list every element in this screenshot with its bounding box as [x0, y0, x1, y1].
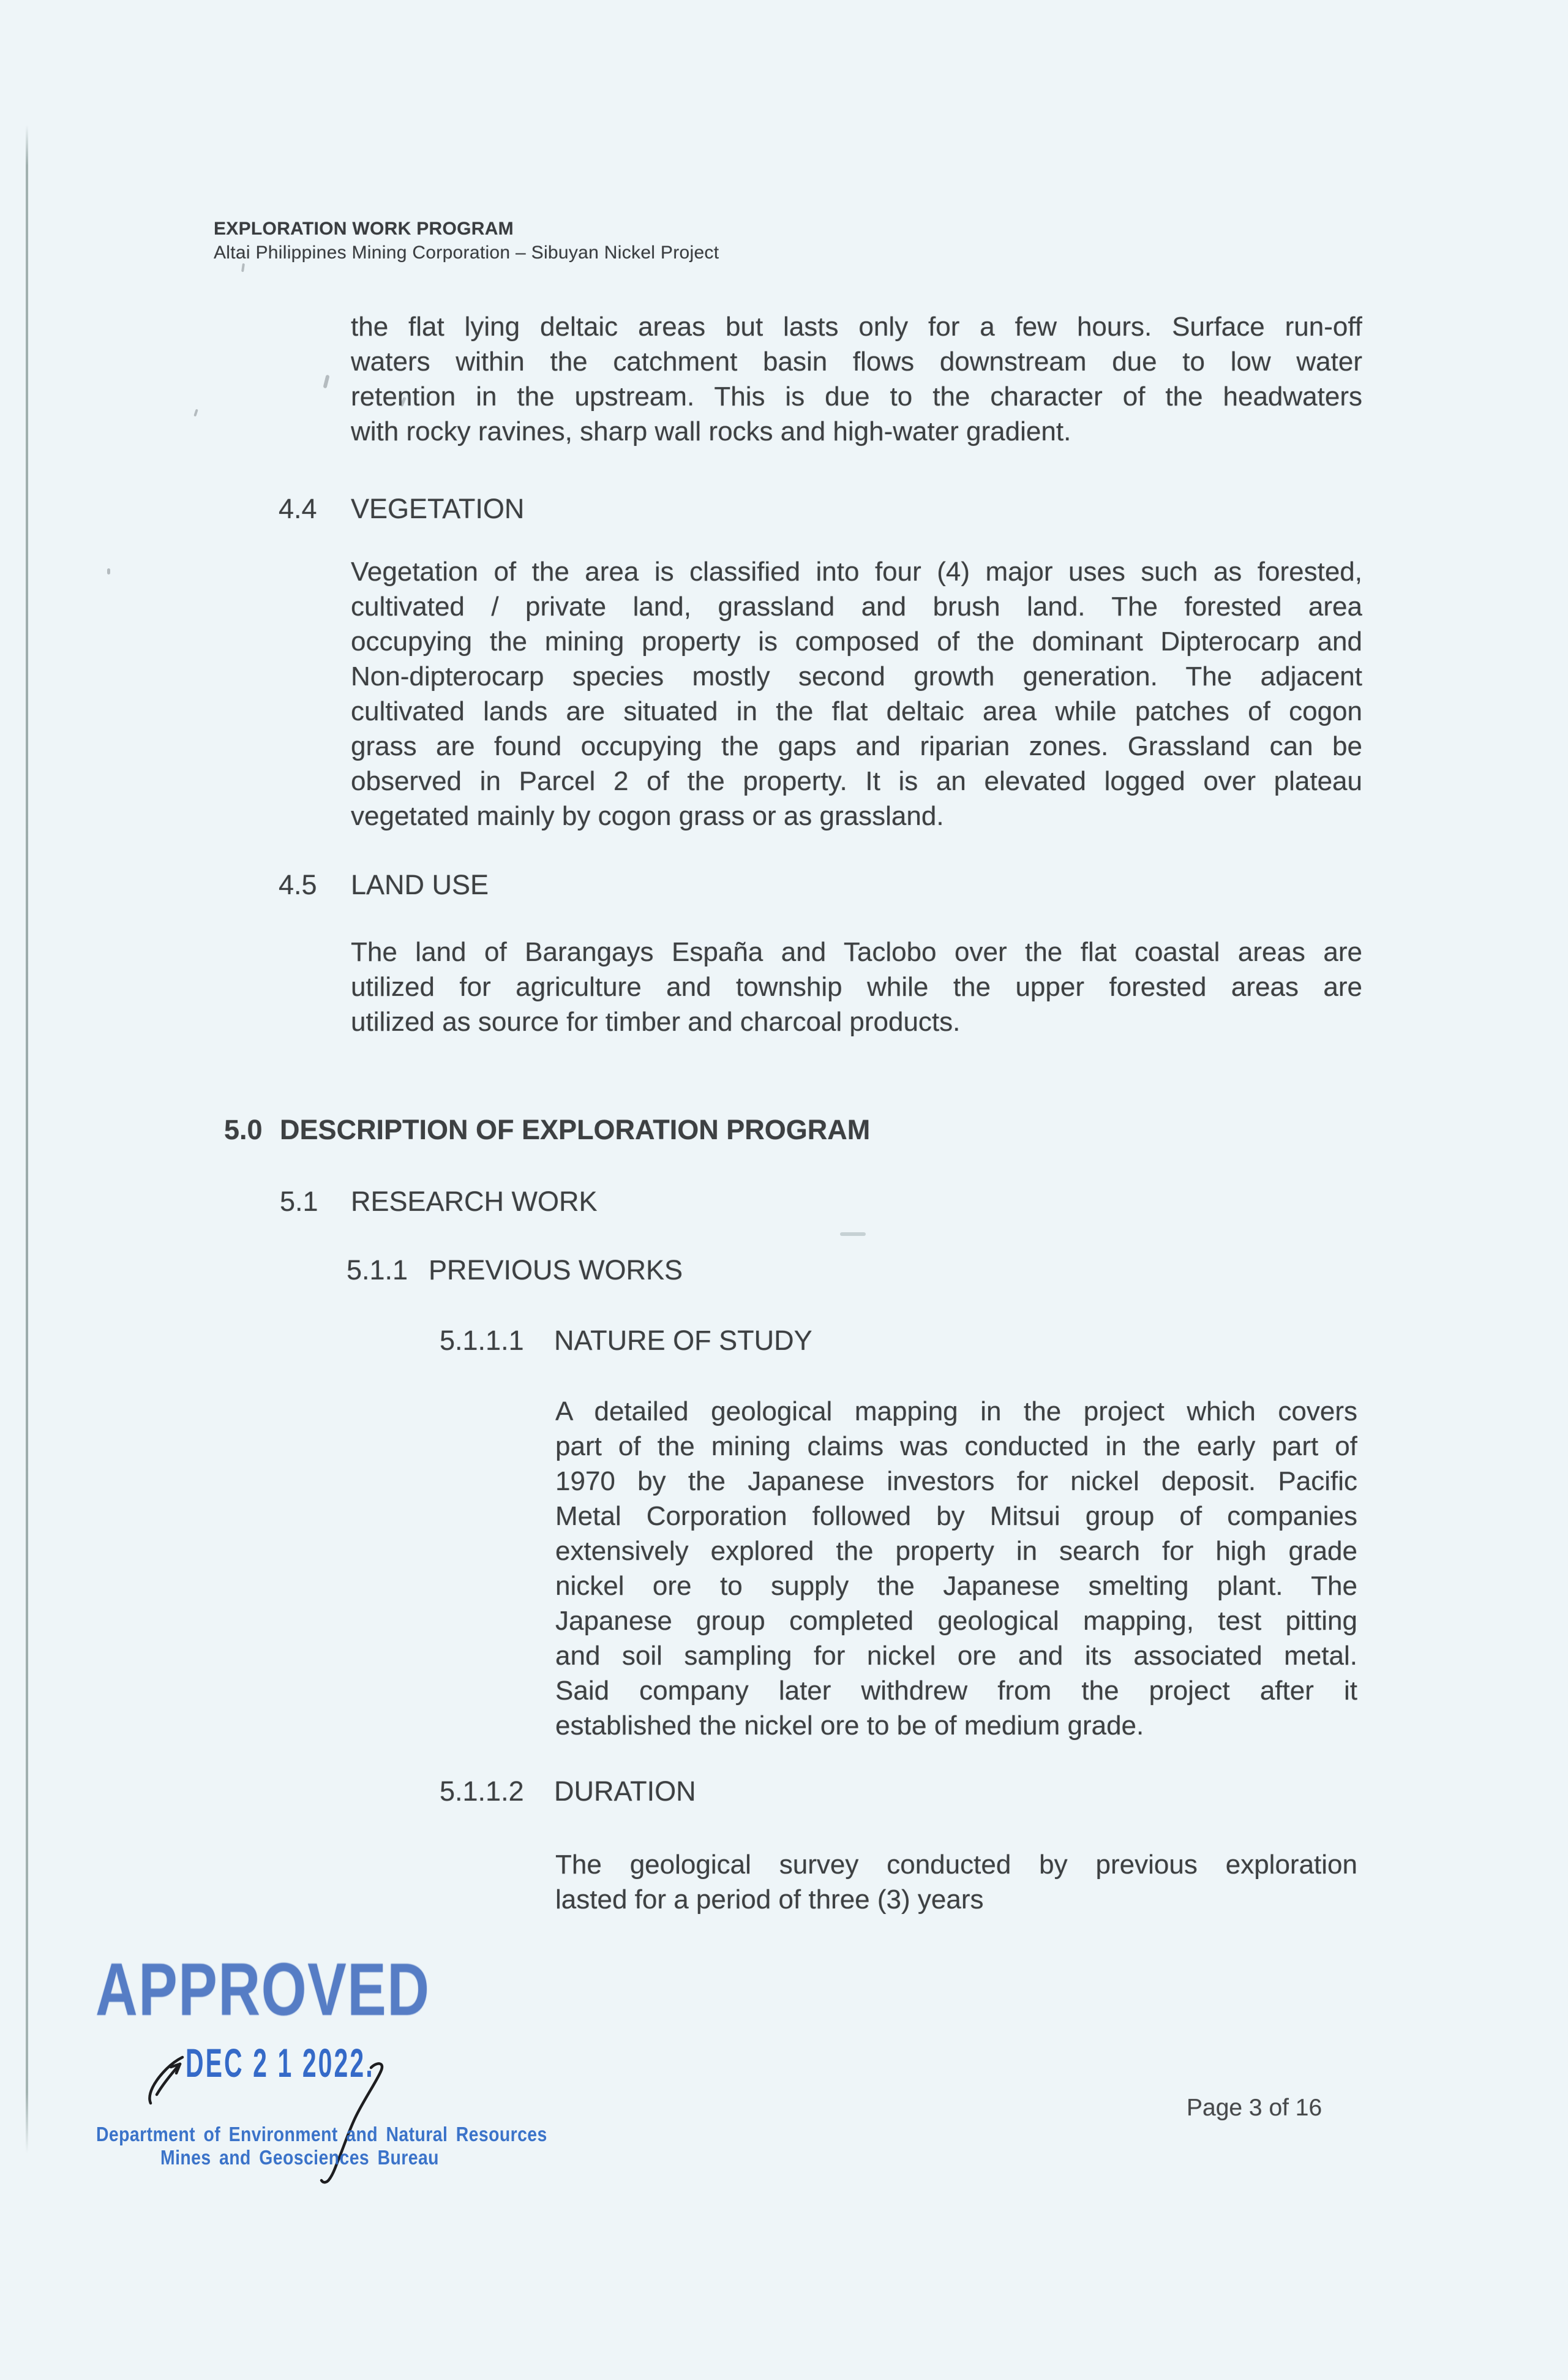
section-number: 5.1.1.2: [440, 1776, 524, 1807]
paragraph-land-use: [351, 935, 1362, 1039]
text-line: cultivated / private land, grassland and brush land. The forested area: [351, 592, 1362, 622]
section-number: 5.1.1: [347, 1254, 408, 1286]
agency-stamp-line1: Department of Environment and Natural Resources: [96, 2123, 547, 2145]
approved-stamp: APPROVED: [96, 1948, 430, 2031]
scan-edge-line: [26, 125, 28, 2153]
paragraph-nature-of-study: [555, 1394, 1357, 1743]
text-line: extensively explored the property in search for high grade: [555, 1536, 1357, 1566]
text-line: The geological survey conducted by previous exploration: [555, 1850, 1357, 1880]
signature-ink-left: [142, 2050, 191, 2107]
section-heading-5-0: [224, 1112, 870, 1147]
text-line: grass are found occupying the gaps and riparian zones. Grassland can be: [351, 731, 1362, 761]
doc-subtitle: Altai Philippines Mining Corporation – Sibuyan Nickel Project: [214, 243, 719, 263]
page-number: Page 3 of 16: [1187, 2095, 1322, 2121]
paragraph-hydrology: [351, 309, 1362, 449]
section-heading-5-1-1: [347, 1252, 683, 1287]
section-title: VEGETATION: [351, 493, 525, 524]
section-title: DURATION: [554, 1776, 696, 1807]
text-line: 1970 by the Japanese investors for nickel deposit. Pacific: [555, 1466, 1357, 1496]
doc-title: EXPLORATION WORK PROGRAM: [214, 219, 514, 239]
text-line: utilized for agriculture and township while the upper forested areas are: [351, 972, 1362, 1002]
section-title: PREVIOUS WORKS: [429, 1254, 683, 1286]
scan-speck: [107, 568, 110, 574]
text-line: part of the mining claims was conducted in the early part of: [555, 1431, 1357, 1461]
text-line: Non-dipterocarp species mostly second growth generation. The adjacent: [351, 661, 1362, 691]
date-stamp: DEC 2 1 2022.: [186, 2040, 375, 2085]
section-heading-4-4: [279, 491, 524, 526]
section-heading-5-1-1-1: [440, 1323, 812, 1358]
text-line: nickel ore to supply the Japanese smelting plant. The: [555, 1571, 1357, 1601]
section-title: DESCRIPTION OF EXPLORATION PROGRAM: [280, 1114, 871, 1145]
paragraph-vegetation: [351, 554, 1362, 834]
section-heading-4-5: [279, 867, 489, 902]
text-line: utilized as source for timber and charcoal products.: [351, 1007, 961, 1037]
text-line: vegetated mainly by cogon grass or as grassland.: [351, 801, 944, 831]
text-line: retention in the upstream. This is due to the character of the headwaters: [351, 382, 1362, 412]
text-line: Said company later withdrew from the project after it: [555, 1676, 1357, 1706]
text-line: the flat lying deltaic areas but lasts only for a few hours. Surface run-off: [351, 312, 1362, 342]
text-line: waters within the catchment basin flows downstream due to low water: [351, 347, 1362, 377]
text-line: lasted for a period of three (3) years: [555, 1885, 984, 1915]
section-number: 5.1.1.1: [440, 1325, 524, 1356]
scan-speck: [193, 409, 198, 417]
paragraph-duration: [555, 1847, 1357, 1917]
section-title: NATURE OF STUDY: [554, 1325, 812, 1356]
section-title: LAND USE: [351, 869, 489, 900]
section-title: RESEARCH WORK: [351, 1186, 598, 1217]
scan-dash-artifact: [840, 1232, 866, 1236]
section-number: 4.5: [279, 869, 317, 900]
text-line: and soil sampling for nickel ore and its associated metal.: [555, 1641, 1357, 1671]
text-line: with rocky ravines, sharp wall rocks and high-water gradient.: [351, 416, 1071, 446]
doc-header: [214, 218, 719, 264]
text-line: Metal Corporation followed by Mitsui group of companies: [555, 1501, 1357, 1531]
section-number: 4.4: [279, 493, 317, 524]
text-line: Japanese group completed geological mapping, test pitting: [555, 1606, 1357, 1636]
agency-stamp-line2: Mines and Geosciences Bureau: [160, 2146, 439, 2169]
text-line: established the nickel ore to be of medium grade.: [555, 1711, 1144, 1741]
scan-speck: [323, 375, 329, 389]
text-line: observed in Parcel 2 of the property. It is an elevated logged over plateau: [351, 766, 1362, 796]
text-line: A detailed geological mapping in the project which covers: [555, 1396, 1357, 1426]
section-number: 5.1: [280, 1186, 318, 1217]
scan-speck: [241, 263, 245, 272]
section-heading-5-1: [280, 1184, 598, 1219]
text-line: cultivated lands are situated in the flat deltaic area while patches of cogon: [351, 696, 1362, 726]
text-line: Vegetation of the area is classified into four (4) major uses such as forested,: [351, 557, 1362, 587]
section-heading-5-1-1-2: [440, 1774, 696, 1809]
text-line: The land of Barangays España and Taclobo over the flat coastal areas are: [351, 937, 1362, 967]
section-number: 5.0: [224, 1114, 263, 1145]
text-line: occupying the mining property is composed of the dominant Dipterocarp and: [351, 627, 1362, 657]
